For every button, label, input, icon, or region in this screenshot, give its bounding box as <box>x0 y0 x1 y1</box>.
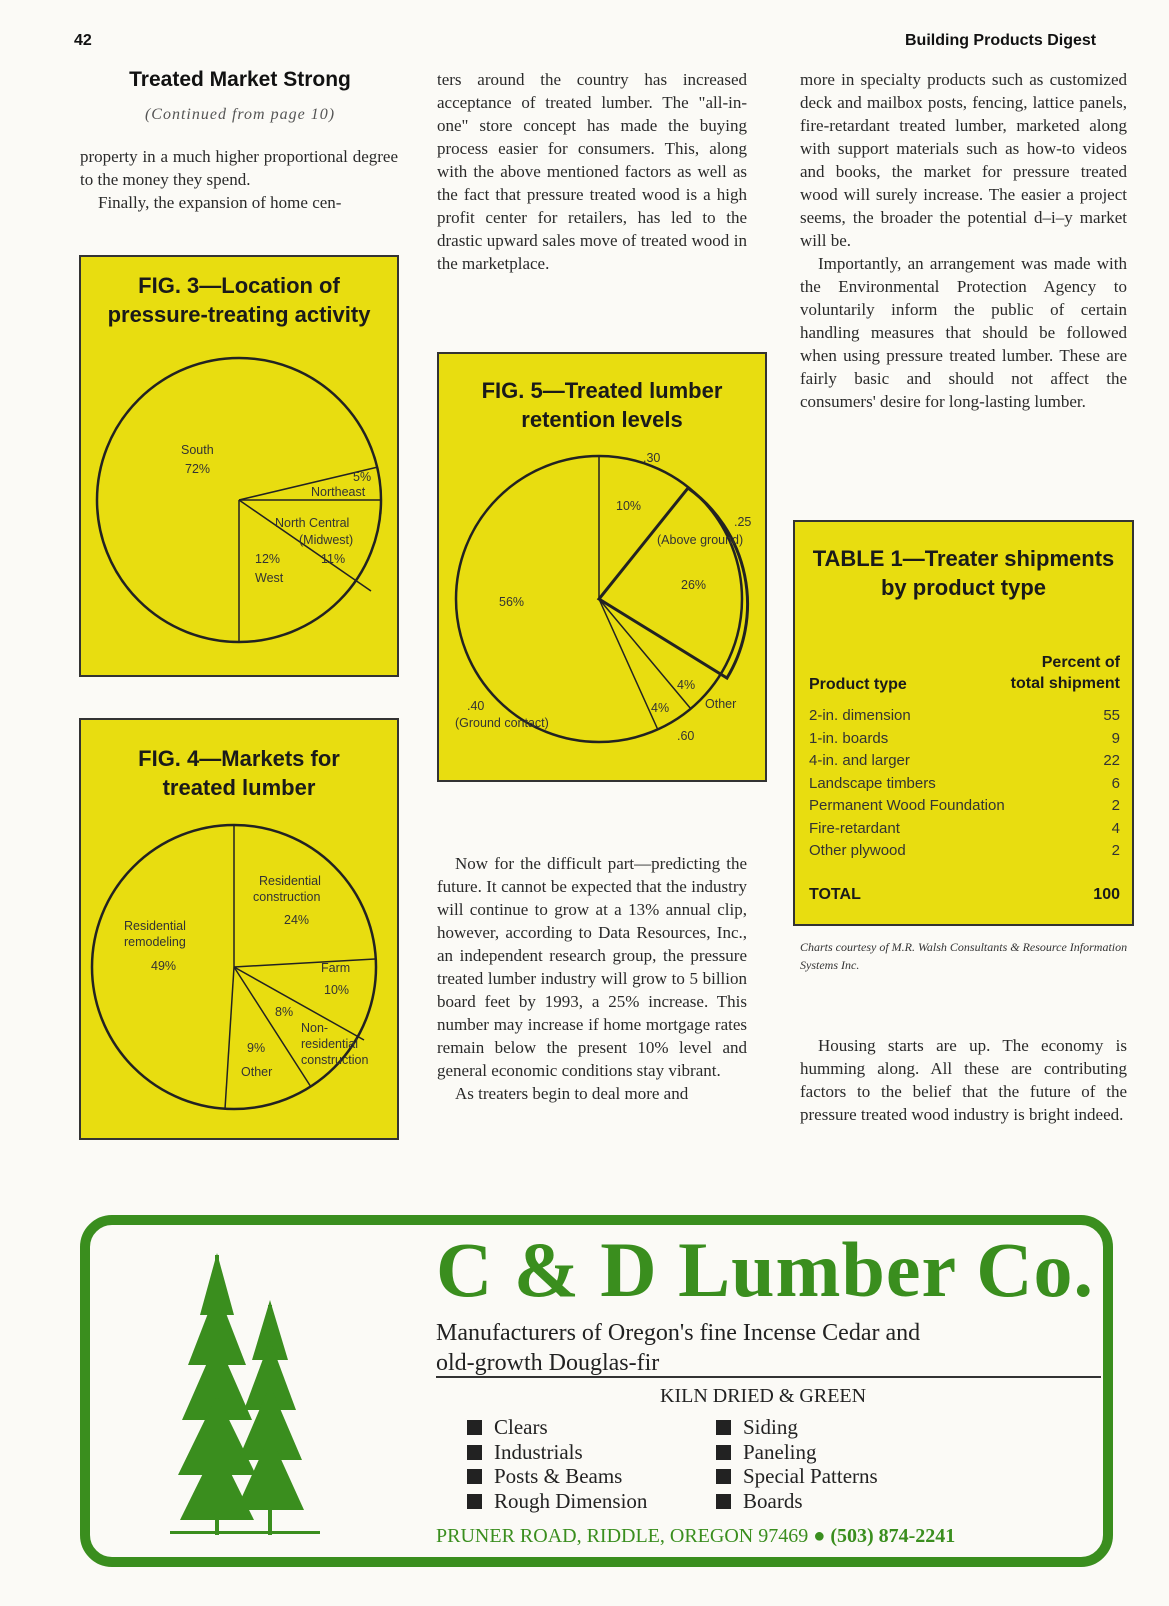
column-2-bottom <box>437 852 747 1105</box>
product-label: Industrials <box>494 1439 583 1464</box>
bullet-square-icon <box>716 1494 731 1509</box>
label-nr-pct: 8% <box>275 1005 294 1019</box>
label-4pct-b: 4% <box>651 701 670 715</box>
product-label: Rough Dimension <box>494 1488 648 1513</box>
bullet-square-icon <box>716 1469 731 1484</box>
paragraph: Importantly, an arrangement was made with the Environmental Protection Agency to voluntarily inform the public of certain handling measures that should be followed when using pressure treated lumber. These are fairly basic and should not affect the consumers' desire for long-lasting lumber. <box>800 254 1127 411</box>
row-value: 4 <box>1111 819 1120 837</box>
label-nr: Non- <box>301 1021 329 1035</box>
fig5-panel <box>437 352 767 782</box>
bullet-icon: ● <box>813 1525 831 1547</box>
col-header-line: total shipment <box>1010 675 1120 692</box>
product-label: Boards <box>743 1488 803 1513</box>
label-26pct: 26% <box>681 578 707 592</box>
bullet-square-icon <box>467 1494 482 1509</box>
row-label: Permanent Wood Foundation <box>809 797 1005 814</box>
table-row <box>809 730 1120 752</box>
paragraph: more in specialty products such as customized deck and mailbox posts, fencing, lattice panels, fire-retardant treated lumber, marketed along with support materials such as how-to videos and books, the market for pressure treated wood will surely increase. The easier a project seems, the broader the potential d–i–y market will be. <box>800 70 1127 250</box>
table1-panel <box>793 520 1134 926</box>
label-west-pct: 12% <box>255 552 281 566</box>
pie-divider <box>234 967 364 1040</box>
label-4pct-a: 4% <box>677 678 696 692</box>
paragraph: Finally, the expansion of home cen- <box>98 193 342 212</box>
table-row <box>809 797 1120 819</box>
bullet-square-icon <box>467 1420 482 1435</box>
row-value: 9 <box>1111 729 1120 747</box>
fig4-panel <box>79 718 399 1140</box>
product-item <box>467 1415 548 1440</box>
article-title: Treated Market Strong <box>129 68 351 91</box>
product-label: Siding <box>743 1415 798 1439</box>
label-nr3: construction <box>301 1053 369 1067</box>
product-item <box>716 1415 798 1440</box>
product-item <box>716 1440 817 1465</box>
row-value: 2 <box>1111 797 1120 814</box>
col-header-line: Percent of <box>1041 654 1120 671</box>
row-label: Fire-retardant <box>809 819 900 837</box>
continued-note: (Continued from page 10) <box>144 106 336 123</box>
table-row <box>809 775 1120 797</box>
label-northeast: Northeast <box>311 485 366 499</box>
label-nc: North Central <box>275 516 350 530</box>
table1-title-line: TABLE 1—Treater shipments <box>812 546 1115 571</box>
paragraph: ters around the country has increased acceptance of treated lumber. The "all-in-one" store concept has made the buying process easier for consumers. This, along with the above mentioned factors as well as the fact that pressure treated wood is a high profit center for retailers, has led to the drastic upward sales move of treated wood in the marketplace. <box>437 70 747 273</box>
row-label: 2-in. dimension <box>809 707 911 724</box>
row-label: 4-in. and larger <box>809 752 910 769</box>
pie-divider <box>225 967 234 1109</box>
product-item <box>467 1489 647 1514</box>
table-row <box>809 752 1120 774</box>
label-rc-pct: 24% <box>284 913 310 927</box>
label-30: .30 <box>643 451 661 465</box>
fig5-title-line: FIG. 5—Treated lumber <box>481 378 723 403</box>
row-value: 6 <box>1111 774 1120 792</box>
product-item <box>467 1440 583 1465</box>
table1-title-line: by product type <box>880 575 1046 600</box>
label-rc2: construction <box>253 890 321 904</box>
page-number: 42 <box>74 32 92 49</box>
bullet-square-icon <box>716 1420 731 1435</box>
label-10pct: 10% <box>616 499 642 513</box>
table1-col-header <box>1011 652 1120 694</box>
label-farm-pct: 10% <box>324 983 350 997</box>
paragraph: Now for the difficult part—predicting the future. It cannot be expected that the industry will continue to grow at a 13% annual clip, however, according to Data Resources, Inc., an independent research group, the pressure treated lumber industry will grow to 5 billion board feet by 1993, a 25% increase. This number may increase if home mortgage rates remain below the present 10% level and general economic conditions stay vibrant. <box>437 854 747 1080</box>
column-3-top <box>800 68 1127 413</box>
bullet-square-icon <box>467 1469 482 1484</box>
label-nc2: (Midwest) <box>299 533 354 547</box>
table-row <box>809 820 1120 842</box>
label-ne-pct: 5% <box>353 470 372 484</box>
tree-logo-icon <box>160 1245 330 1545</box>
tagline-line: Manufacturers of Oregon's fine Incense Cedar and <box>436 1320 921 1346</box>
label-farm: Farm <box>321 961 351 975</box>
label-60: .60 <box>677 729 695 743</box>
fig3-panel <box>79 255 399 677</box>
paragraph: As treaters begin to deal more and <box>455 1084 689 1103</box>
row-label: 1-in. boards <box>809 729 889 747</box>
product-label: Special Patterns <box>743 1464 878 1488</box>
label-above: (Above ground) <box>657 533 744 547</box>
paragraph: Housing starts are up. The economy is humming along. All these are contributing factors to the belief that the future of the pressure treated wood industry is bright indeed. <box>800 1036 1127 1124</box>
column-3-bottom <box>800 1034 1127 1126</box>
label-south: South <box>181 443 214 457</box>
fig3-title-line: FIG. 3—Location of <box>138 273 340 298</box>
product-label: Posts & Beams <box>494 1464 623 1488</box>
product-item <box>716 1489 803 1514</box>
divider <box>436 1376 1101 1378</box>
table1-title <box>795 544 1132 602</box>
label-nc-pct: 11% <box>321 552 346 566</box>
publication-name: Building Products Digest <box>905 32 1097 49</box>
label-40: .40 <box>467 699 485 713</box>
fig5-pie-chart <box>439 444 765 780</box>
product-label: Clears <box>494 1415 548 1439</box>
paragraph: property in a much higher proportional degree to the money they spend. <box>80 147 398 189</box>
label-nr2: residential <box>301 1037 358 1051</box>
kiln-heading: KILN DRIED & GREEN <box>660 1385 867 1407</box>
company-name: C & D Lumber Co. <box>436 1226 1095 1313</box>
product-item <box>716 1464 878 1489</box>
fig5-title-line: retention levels <box>521 407 683 432</box>
row-label: Other plywood <box>809 842 906 859</box>
label-rr2: remodeling <box>124 935 186 949</box>
fig4-title <box>81 744 397 802</box>
fig5-title <box>439 376 765 434</box>
label-rc: Residential <box>259 874 321 888</box>
bullet-square-icon <box>716 1445 731 1460</box>
row-value: 22 <box>1103 752 1120 769</box>
pie-divider <box>234 959 375 967</box>
column-1-text <box>80 145 398 214</box>
fig3-title <box>81 271 397 329</box>
fig4-title-line: treated lumber <box>162 775 316 800</box>
table-row <box>809 842 1120 864</box>
phone-number: (503) 874-2241 <box>830 1525 956 1547</box>
row-label: Landscape timbers <box>809 774 936 792</box>
company-tagline <box>436 1318 920 1378</box>
fig4-pie-chart <box>81 810 397 1138</box>
row-value: 2 <box>1111 842 1120 859</box>
label-other: Other <box>705 697 737 711</box>
address-text: PRUNER ROAD, RIDDLE, OREGON 97469 <box>436 1525 809 1547</box>
row-value: 55 <box>1103 707 1120 724</box>
column-2-top <box>437 68 747 275</box>
total-label: TOTAL <box>809 886 861 903</box>
label-other-pct: 9% <box>247 1041 266 1055</box>
label-south-pct: 72% <box>185 462 211 476</box>
label-ground: (Ground contact) <box>455 716 549 730</box>
label-other: Other <box>241 1065 273 1079</box>
label-25: .25 <box>734 515 752 529</box>
advertisement <box>80 1215 1113 1567</box>
table-row <box>809 707 1120 729</box>
fig3-title-line: pressure-treating activity <box>107 302 371 327</box>
fig3-pie-chart <box>81 347 397 675</box>
label-rr: Residential <box>124 919 186 933</box>
company-address <box>436 1525 955 1548</box>
chart-credit: Charts courtesy of M.R. Walsh Consultants & Resource Information Systems Inc. <box>800 940 1128 972</box>
product-item <box>467 1464 622 1489</box>
tagline-line: old-growth Douglas-fir <box>436 1350 660 1376</box>
product-label: Paneling <box>743 1439 817 1464</box>
pie-divider <box>599 599 691 709</box>
table1-total-row <box>809 886 1120 908</box>
label-rr-pct: 49% <box>151 959 177 973</box>
total-value: 100 <box>1093 886 1120 903</box>
label-56pct: 56% <box>499 595 525 609</box>
fig4-title-line: FIG. 4—Markets for <box>138 746 340 771</box>
label-west: West <box>255 571 284 585</box>
bullet-square-icon <box>467 1445 482 1460</box>
table1-row-header: Product type <box>809 676 907 693</box>
